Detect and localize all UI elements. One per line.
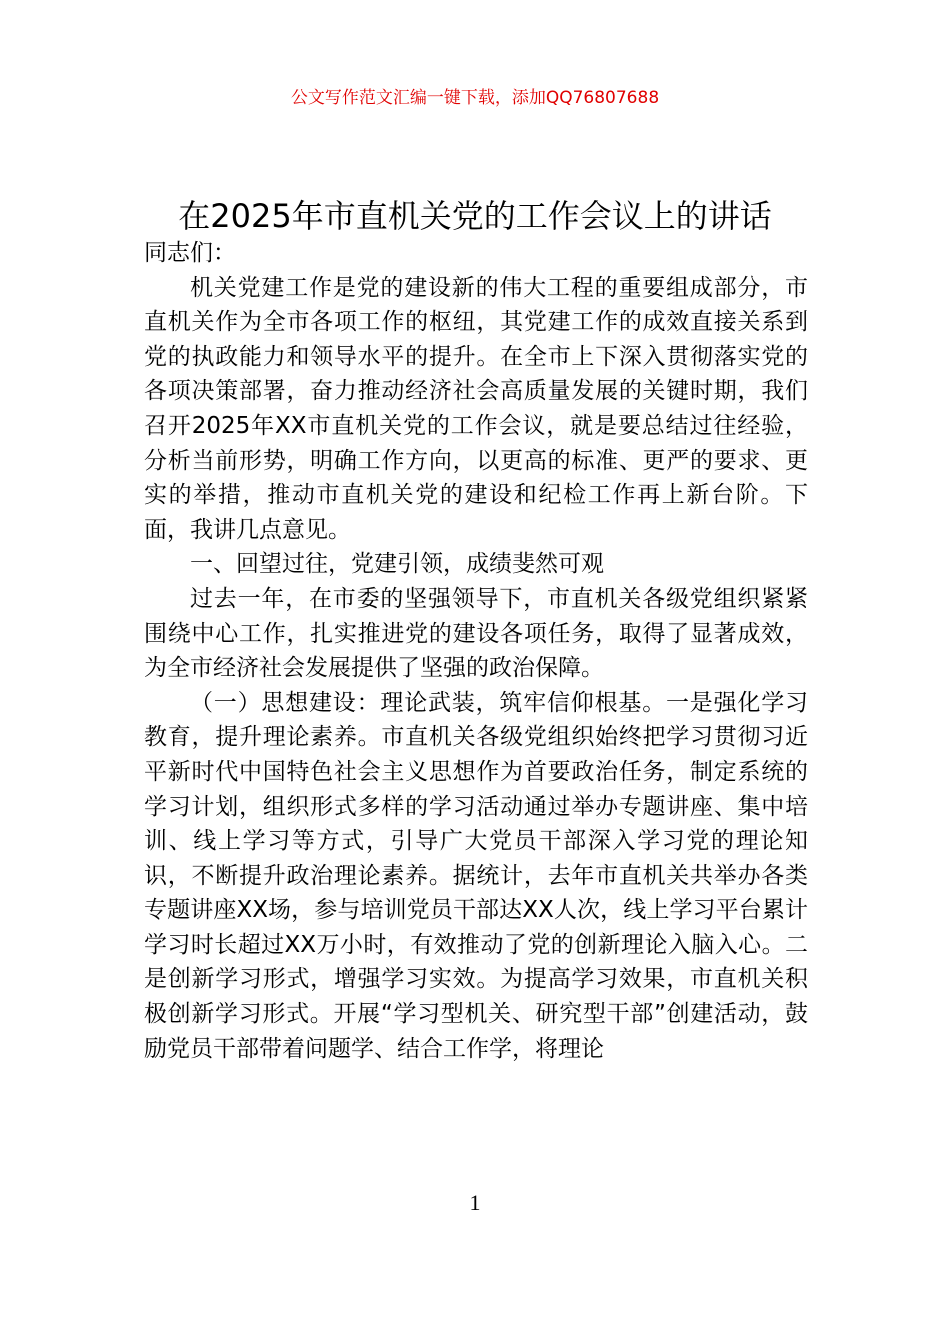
paragraph-review: 过去一年，在市委的坚强领导下，市直机关各级党组织紧紧围绕中心工作，扎实推进党的建设各项任务，取得了显著成效，为全市经济社会发展提供了坚强的政治保障。 bbox=[144, 585, 808, 682]
paragraph-ideology: （一）思想建设：理论武装，筑牢信仰根基。一是强化学习教育，提升理论素养。市直机关各级党组织始终把学习贯彻习近平新时代中国特色社会主义思想作为首要政治任务，制定系统的学习计划，组织形式多样的学习活动通过举办专题讲座、集中培训、线上学习等方式，引导广大党员干部深入学习党的理论知识，不断提升政治理论素养。据统计，去年市直机关共举办各类专题讲座XX场，参与培训党员干部达XX人次，线上学习平台累计学习时长超过XX万小时，有效推动了党的创新理论入脑入心。二是创新学习形式，增强学习实效。为提高学习效果，市直机关积极创新学习形式。开展“学习型机关、研究型干部”创建活动，鼓励党员干部带着问题学、结合工作学，将理论 bbox=[144, 689, 808, 1062]
document-title: 在2025年市直机关党的工作会议上的讲话 bbox=[178, 197, 772, 236]
paragraph-intro: 机关党建工作是党的建设新的伟大工程的重要组成部分，市直机关作为全市各项工作的枢纽，其党建工作的成效直接关系到党的执政能力和领导水平的提升。在全市上下深入贯彻落实党的各项决策部署，奋力推动经济社会高质量发展的关键时期，我们召开2025年XX市直机关党的工作会议，就是要总结过往经验，分析当前形势，明确工作方向，以更高的标准、更严的要求、更实的举措，推动市直机关党的建设和纪检工作再上新台阶。下面，我讲几点意见。 bbox=[144, 274, 808, 543]
salutation: 同志们： bbox=[144, 240, 236, 266]
page-number: 1 bbox=[469, 1190, 481, 1215]
download-notice: 公文写作范文汇编一键下载，添加QQ76807688 bbox=[290, 88, 660, 108]
document-body bbox=[144, 236, 808, 1066]
section-heading: 一、回望过往，党建引领，成绩斐然可观 bbox=[190, 551, 604, 578]
